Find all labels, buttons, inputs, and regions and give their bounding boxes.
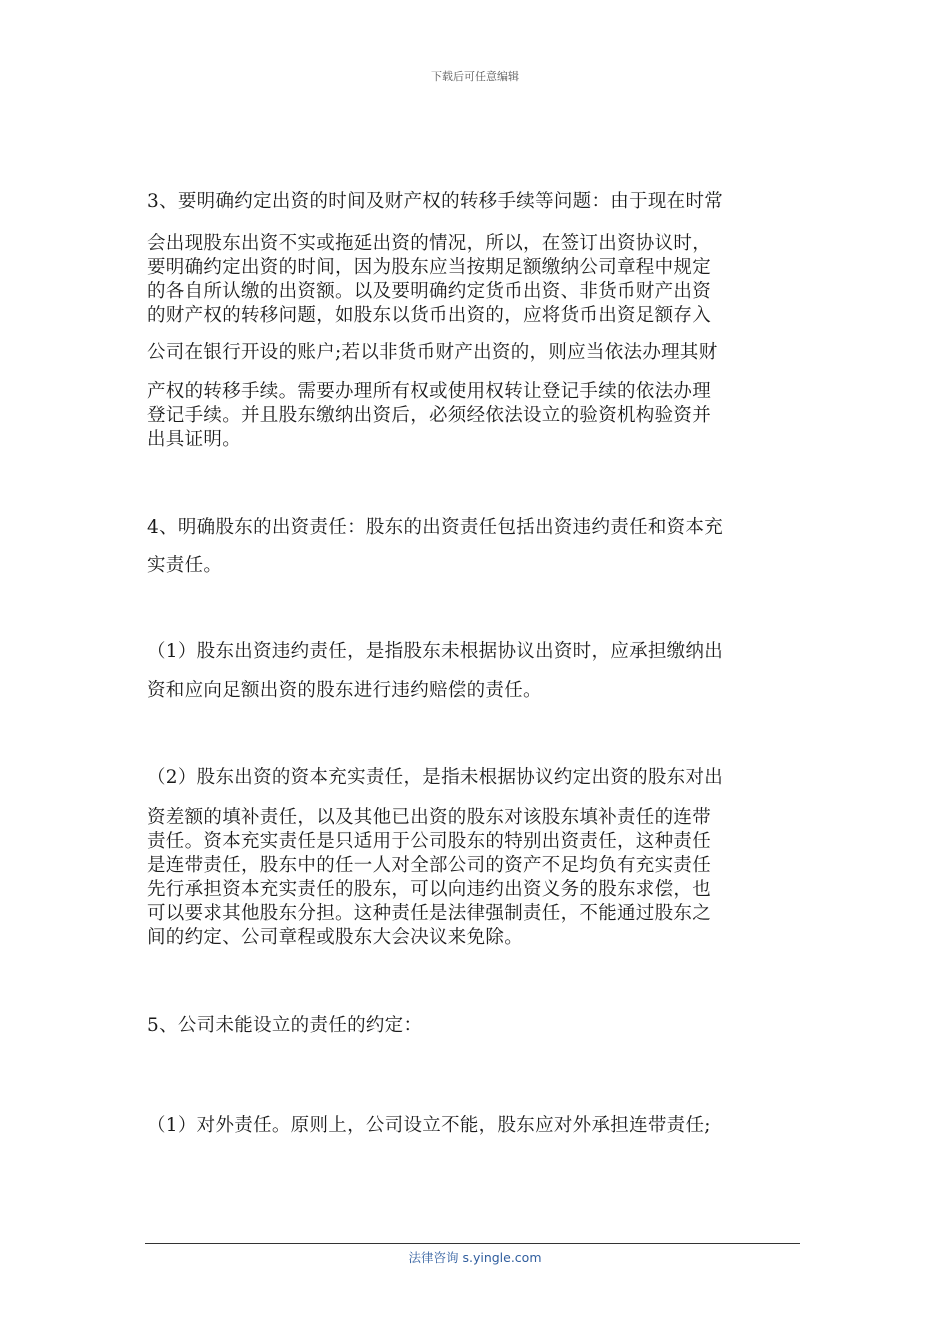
text-line: 4、明确股东的出资责任：股东的出资责任包括出资违约责任和资本充 — [147, 517, 724, 538]
text-line: 的财产权的转移问题，如股东以货币出资的，应将货币出资足额存入 — [147, 305, 712, 326]
text-line: 的各自所认缴的出资额。以及要明确约定货币出资、非货币财产出资 — [147, 281, 712, 302]
text-line: 要明确约定出资的时间，因为股东应当按期足额缴纳公司章程中规定 — [147, 257, 712, 278]
footer-link[interactable]: 法律咨询 s.yingle.com — [408, 1250, 542, 1265]
text-line: （1）对外责任。原则上，公司设立不能，股东应对外承担连带责任; — [147, 1115, 711, 1136]
text-line: 资差额的填补责任，以及其他已出资的股东对该股东填补责任的连带 — [147, 807, 712, 828]
text-line: 是连带责任，股东中的任一人对全部公司的资产不足均负有充实责任 — [147, 855, 712, 876]
text-line: 出具证明。 — [147, 429, 242, 450]
text-line: 登记手续。并且股东缴纳出资后，必须经依法设立的验资机构验资并 — [147, 405, 712, 426]
text-line: （2）股东出资的资本充实责任，是指未根据协议约定出资的股东对出 — [147, 767, 724, 788]
text-line: 资和应向足额出资的股东进行违约赔偿的责任。 — [147, 680, 542, 701]
text-line: 会出现股东出资不实或拖延出资的情况，所以，在签订出资协议时， — [147, 233, 712, 254]
text-line: 3、要明确约定出资的时间及财产权的转移手续等问题：由于现在时常 — [147, 191, 724, 212]
text-line: 责任。资本充实责任是只适用于公司股东的特别出资责任，这种责任 — [147, 831, 712, 852]
text-line: 实责任。 — [147, 555, 223, 576]
text-line: 产权的转移手续。需要办理所有权或使用权转让登记手续的依法办理 — [147, 381, 712, 402]
text-line: 先行承担资本充实责任的股东，可以向违约出资义务的股东求偿，也 — [147, 879, 712, 900]
text-line: （1）股东出资违约责任，是指股东未根据协议出资时，应承担缴纳出 — [147, 641, 724, 662]
text-line: 公司在银行开设的账户;若以非货币财产出资的，则应当依法办理其财 — [147, 342, 718, 363]
page-header: 下载后可任意编辑 — [431, 70, 519, 83]
footer-divider — [145, 1243, 800, 1244]
text-line: 可以要求其他股东分担。这种责任是法律强制责任，不能通过股东之 — [147, 903, 712, 924]
text-line: 间的约定、公司章程或股东大会决议来免除。 — [147, 927, 524, 948]
text-line: 5、公司未能设立的责任的约定： — [147, 1015, 423, 1036]
